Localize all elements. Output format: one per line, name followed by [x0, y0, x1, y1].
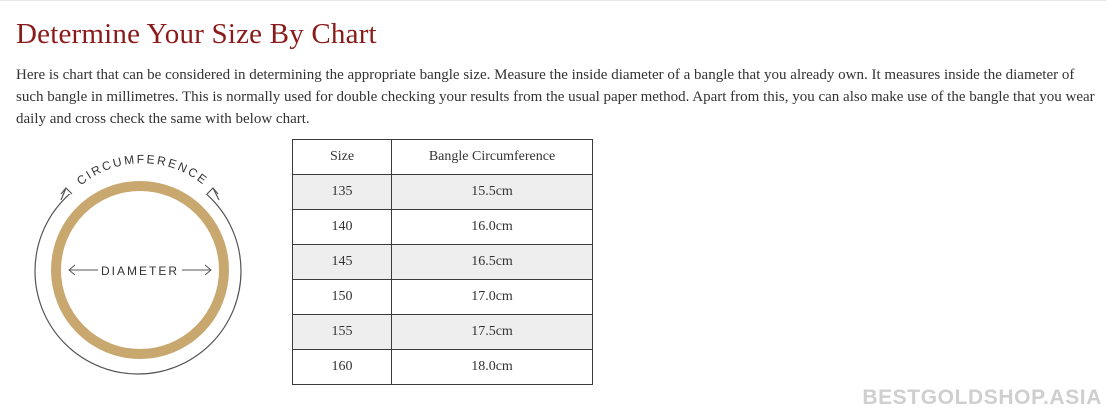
- circumference-cell: 15.5cm: [392, 175, 593, 210]
- page-title: Determine Your Size By Chart: [16, 18, 377, 50]
- circumference-cell: 17.0cm: [392, 280, 593, 315]
- size-cell: 135: [293, 175, 392, 210]
- watermark-text: BESTGOLDSHOP.ASIA: [862, 386, 1102, 409]
- circumference-cell: 16.0cm: [392, 210, 593, 245]
- circumference-label: CIRCUMFERENCE: [74, 152, 212, 188]
- diameter-label: DIAMETER: [100, 264, 180, 278]
- table-row: [293, 210, 593, 245]
- circumference-cell: 16.5cm: [392, 245, 593, 280]
- size-cell: 160: [293, 350, 392, 385]
- circumference-cell: 17.5cm: [392, 315, 593, 350]
- size-cell: 145: [293, 245, 392, 280]
- intro-paragraph: Here is chart that can be considered in determining the appropriate bangle size. Measure the inside diameter of a bangle that you already own. It measures inside the diameter of such bangle in millimetres. This is normally used for double checking your results from the usual paper method. Apart from this, you can also make use of the bangle that you wear daily and cross check the same with below chart.: [16, 67, 1095, 127]
- bangle-diagram: [30, 150, 255, 400]
- table-row: [293, 175, 593, 210]
- table-header-row: [293, 140, 593, 175]
- header-bangle-circumference: Bangle Circumference: [392, 140, 593, 175]
- circumference-cell: 18.0cm: [392, 350, 593, 385]
- top-divider: [0, 0, 1106, 1]
- header-size: Size: [293, 140, 392, 175]
- table-row: [293, 315, 593, 350]
- size-chart-table: [292, 139, 593, 385]
- table-row: [293, 245, 593, 280]
- table-row: [293, 280, 593, 315]
- size-cell: 155: [293, 315, 392, 350]
- size-cell: 140: [293, 210, 392, 245]
- size-cell: 150: [293, 280, 392, 315]
- table-row: [293, 350, 593, 385]
